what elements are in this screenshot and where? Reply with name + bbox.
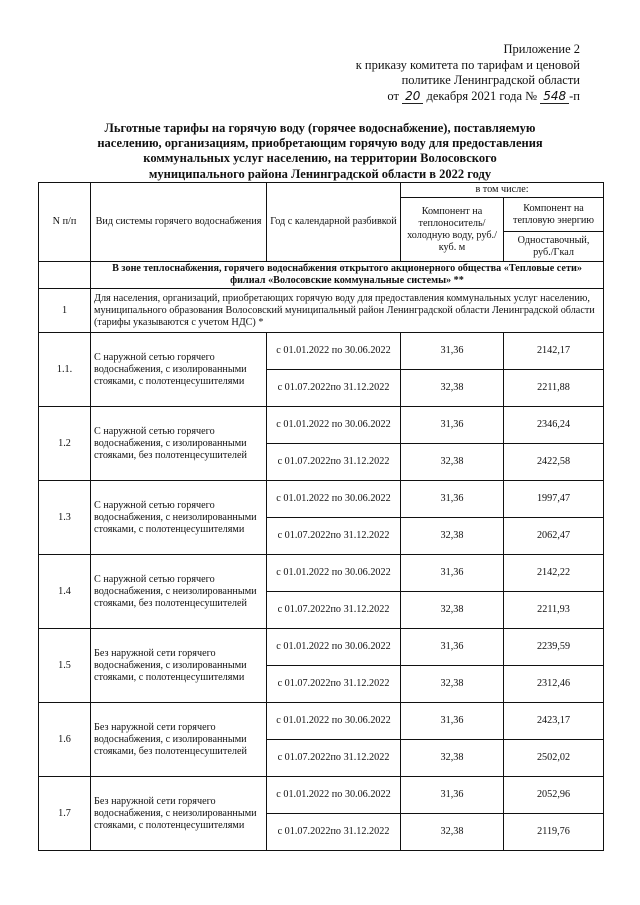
row-carrier-1: 31,36 [401,629,504,666]
appendix-block [330,42,580,104]
table-row [39,629,604,666]
appendix-line-1: Приложение 2 [503,42,580,56]
row-period-1: с 01.01.2022 по 30.06.2022 [267,333,401,370]
row-energy-1: 1997,47 [504,481,604,518]
row-energy-1: 2423,17 [504,703,604,740]
row-num: 1.1. [39,333,91,407]
title-line-1: Льготные тарифы на горячую воду (горячее водоснабжение), поставляемую [104,121,536,135]
row-period-2: с 01.07.2022по 31.12.2022 [267,814,401,851]
row-num: 1.5 [39,629,91,703]
header-system: Вид системы горячего водоснабжения [91,183,267,262]
row-energy-1: 2346,24 [504,407,604,444]
row-period-2: с 01.07.2022по 31.12.2022 [267,370,401,407]
row-period-1: с 01.01.2022 по 30.06.2022 [267,629,401,666]
row-period-2: с 01.07.2022по 31.12.2022 [267,666,401,703]
header-energy: Компонент на тепловую энергию [504,198,604,232]
row-carrier-2: 32,38 [401,592,504,629]
row-carrier-2: 32,38 [401,814,504,851]
title-line-4: муниципального района Ленинградской области в 2022 году [148,166,492,181]
row-energy-2: 2312,46 [504,666,604,703]
row-energy-1: 2052,96 [504,777,604,814]
row-system: С наружной сетью горячего водоснабжения, с неизолированными стояками, без полотенцесушителей [91,555,267,629]
row-carrier-1: 31,36 [401,481,504,518]
row-carrier-1: 31,36 [401,555,504,592]
appendix-date-line [330,89,580,105]
row-carrier-1: 31,36 [401,333,504,370]
row-num: 1.2 [39,407,91,481]
row-system: Без наружной сети горячего водоснабжения, с изолированными стояками, с полотенцесушителями [91,629,267,703]
header-carrier: Компонент на теплоноситель/холодную воду, руб./куб. м [401,198,504,262]
group-description: Для населения, организаций, приобретающих горячую воду для предоставления коммунальных услуг населению, муниципального образования Волосовский муниципальный район Ленинградской области Ленинградской области (тарифы указываются с учетом НДС) * [91,289,604,333]
header-num: N п/п [39,183,91,262]
order-suffix: -п [569,88,580,103]
row-carrier-1: 31,36 [401,703,504,740]
row-energy-2: 2119,76 [504,814,604,851]
row-carrier-2: 32,38 [401,370,504,407]
row-carrier-2: 32,38 [401,666,504,703]
row-system: С наружной сетью горячего водоснабжения, с изолированными стояками, с полотенцесушителями [91,333,267,407]
row-num: 1.3 [39,481,91,555]
date-rest: декабря 2021 года № [426,88,538,103]
row-energy-2: 2211,88 [504,370,604,407]
group-num: 1 [39,289,91,333]
row-period-2: с 01.07.2022по 31.12.2022 [267,592,401,629]
header-energy-unit: Одноставочный, руб./Гкал [504,232,604,262]
table-row [39,407,604,444]
document-title [80,121,560,182]
row-period-2: с 01.07.2022по 31.12.2022 [267,740,401,777]
row-energy-2: 2062,47 [504,518,604,555]
appendix-line-3: политике Ленинградской области [401,73,580,87]
row-energy-1: 2142,17 [504,333,604,370]
row-carrier-2: 32,38 [401,444,504,481]
table-row [39,703,604,740]
row-period-1: с 01.01.2022 по 30.06.2022 [267,555,401,592]
row-energy-2: 2422,58 [504,444,604,481]
date-prefix: от [387,88,399,103]
row-period-1: с 01.01.2022 по 30.06.2022 [267,703,401,740]
row-system: Без наружной сети горячего водоснабжения, с изолированными стояками, без полотенцесушителей [91,703,267,777]
title-line-2: населению, организациям, приобретающим горячую воду для предоставления [97,136,543,151]
row-carrier-1: 31,36 [401,777,504,814]
row-system: С наружной сетью горячего водоснабжения, с неизолированными стояками, с полотенцесушителями [91,481,267,555]
tariff-table [38,182,604,851]
table-row [39,481,604,518]
row-period-2: с 01.07.2022по 31.12.2022 [267,518,401,555]
row-num: 1.6 [39,703,91,777]
row-period-2: с 01.07.2022по 31.12.2022 [267,444,401,481]
appendix-line-2: к приказу комитета по тарифам и ценовой [355,57,580,72]
row-energy-2: 2502,02 [504,740,604,777]
row-system: С наружной сетью горячего водоснабжения, с изолированными стояками, без полотенцесушителей [91,407,267,481]
zone-row: В зоне теплоснабжения, горячего водоснабжения открытого акционерного общества «Тепловые сети» филиал «Волосовские коммунальные системы» ** [91,262,604,289]
table-row [39,555,604,592]
row-num: 1.4 [39,555,91,629]
row-period-1: с 01.01.2022 по 30.06.2022 [267,481,401,518]
row-period-1: с 01.01.2022 по 30.06.2022 [267,777,401,814]
zone-num-cell [39,262,91,289]
row-energy-1: 2239,59 [504,629,604,666]
row-energy-1: 2142,22 [504,555,604,592]
title-line-3: коммунальных услуг населению, на территории Волосовского [143,151,497,166]
date-day: 20 [402,89,423,104]
header-including: в том числе: [401,183,604,198]
row-carrier-1: 31,36 [401,407,504,444]
order-number: 548 [540,89,569,104]
header-year: Год с календарной разбивкой [267,183,401,262]
row-system: Без наружной сети горячего водоснабжения, с неизолированными стояками, с полотенцесушителями [91,777,267,851]
table-row [39,777,604,814]
row-period-1: с 01.01.2022 по 30.06.2022 [267,407,401,444]
row-carrier-2: 32,38 [401,518,504,555]
row-energy-2: 2211,93 [504,592,604,629]
row-num: 1.7 [39,777,91,851]
table-row [39,333,604,370]
row-carrier-2: 32,38 [401,740,504,777]
